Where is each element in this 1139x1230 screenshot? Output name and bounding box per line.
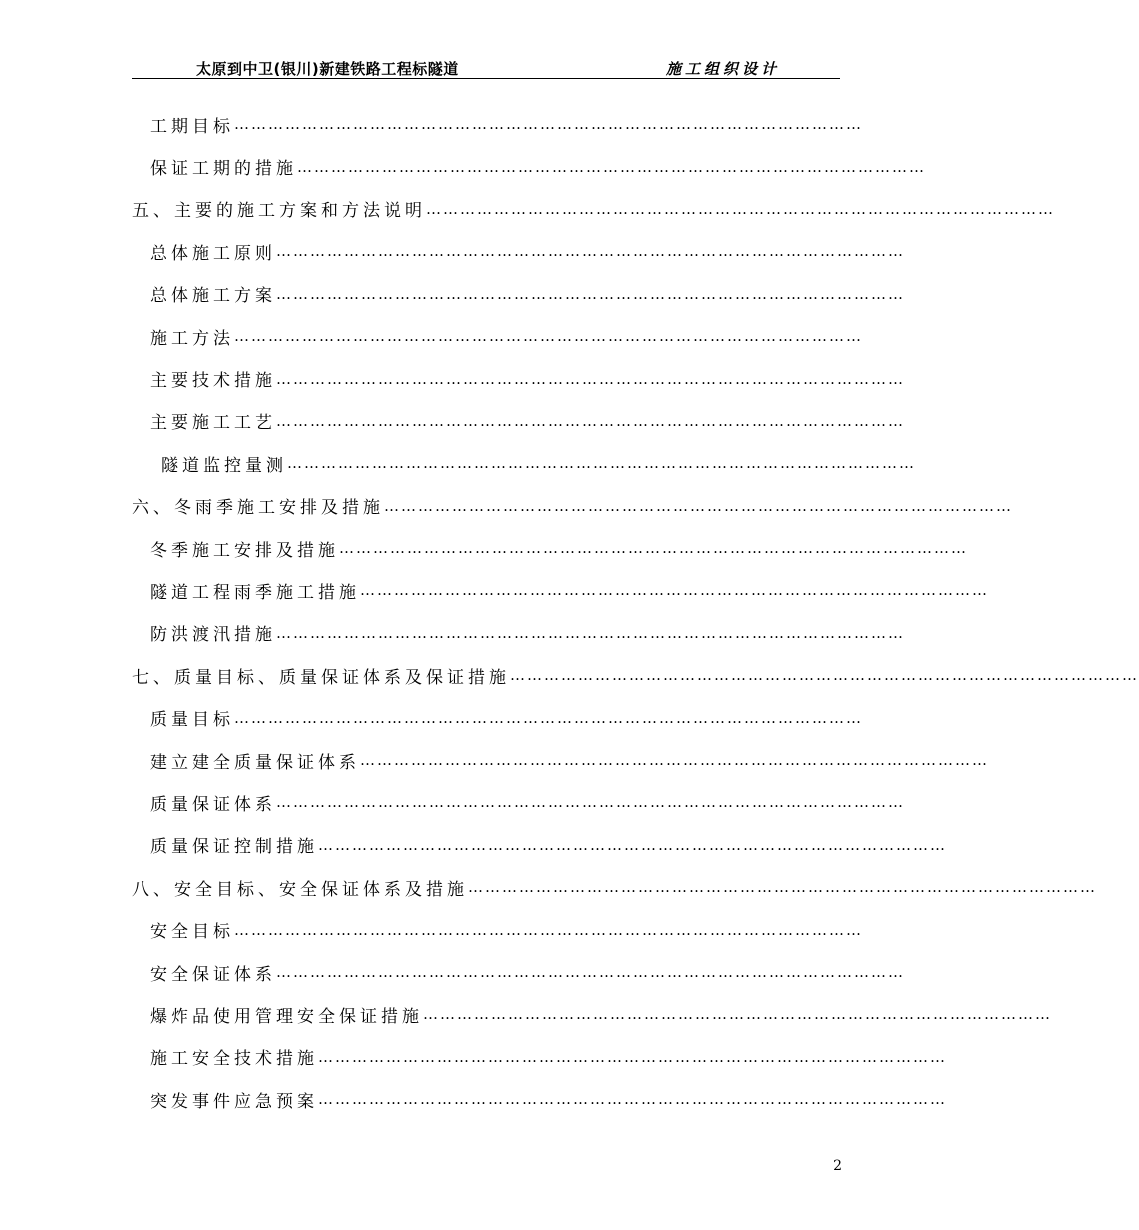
toc-entry <box>132 951 905 993</box>
toc-leader-dots: ………………………………………………………………………………………………… <box>318 835 947 854</box>
toc-entry <box>132 569 989 611</box>
toc-leader-dots: ………………………………………………………………………………………………… <box>276 411 905 430</box>
toc-leader-dots: ………………………………………………………………………………………………… <box>234 920 863 939</box>
toc-entry-text: 建立建全质量保证体系 <box>150 752 360 773</box>
toc-leader-dots: ………………………………………………………………………………………………… <box>384 496 1013 515</box>
toc-entry <box>132 442 916 484</box>
page-number: 2 <box>833 1158 842 1174</box>
table-of-contents <box>132 103 1139 1120</box>
toc-entry-text: 质量保证体系 <box>150 794 276 815</box>
toc-section-heading <box>132 866 1097 908</box>
toc-entry-text: 爆炸品使用管理安全保证措施 <box>150 1006 423 1027</box>
toc-entry <box>132 145 926 187</box>
toc-entry-text: 七、质量目标、质量保证体系及保证措施 <box>132 667 510 688</box>
toc-leader-dots: ………………………………………………………………………………………………… <box>234 115 863 134</box>
toc-entry <box>132 400 905 442</box>
toc-entry <box>132 527 968 569</box>
toc-entry <box>132 993 1052 1035</box>
toc-entry-text: 八、安全目标、安全保证体系及措施 <box>132 879 468 900</box>
toc-entry <box>132 273 905 315</box>
toc-entry <box>132 1036 947 1078</box>
toc-entry-text: 主要施工工艺 <box>150 413 276 434</box>
toc-entry-text: 工期目标 <box>150 116 234 137</box>
toc-entry-text: 施工安全技术措施 <box>150 1049 318 1070</box>
toc-section-heading <box>132 188 1055 230</box>
toc-entry <box>132 781 905 823</box>
toc-leader-dots: ………………………………………………………………………………………………… <box>510 666 1139 685</box>
toc-leader-dots: ………………………………………………………………………………………………… <box>360 581 989 600</box>
toc-entry <box>132 908 863 950</box>
page-header <box>132 56 840 79</box>
toc-leader-dots: ………………………………………………………………………………………………… <box>276 793 905 812</box>
toc-leader-dots: ………………………………………………………………………………………………… <box>339 539 968 558</box>
toc-leader-dots: ………………………………………………………………………………………………… <box>318 1047 947 1066</box>
toc-entry-text: 保证工期的措施 <box>150 159 297 180</box>
toc-entry <box>132 230 905 272</box>
toc-entry-text: 总体施工方案 <box>150 286 276 307</box>
toc-entry-text: 隧道监控量测 <box>161 455 287 476</box>
toc-leader-dots: ………………………………………………………………………………………………… <box>276 963 905 981</box>
toc-entry-text: 隧道工程雨季施工措施 <box>150 582 360 603</box>
header-doc-type: 施工组织设计 <box>665 60 780 78</box>
toc-leader-dots: ………………………………………………………………………………………………… <box>276 242 905 261</box>
toc-leader-dots: ………………………………………………………………………………………………… <box>287 454 916 473</box>
toc-entry <box>132 739 989 781</box>
toc-leader-dots: ………………………………………………………………………………………………… <box>468 878 1097 897</box>
toc-entry <box>132 1078 947 1120</box>
toc-entry <box>132 315 863 357</box>
toc-entry-text: 安全目标 <box>150 922 234 943</box>
toc-leader-dots: ………………………………………………………………………………………………… <box>318 1090 947 1109</box>
toc-entry-text: 总体施工原则 <box>150 243 276 264</box>
toc-entry-text: 施工方法 <box>150 328 234 349</box>
toc-leader-dots: ………………………………………………………………………………………………… <box>423 1005 1052 1024</box>
toc-section-heading <box>132 654 1139 696</box>
toc-entry-text: 冬季施工安排及措施 <box>150 540 339 561</box>
toc-entry <box>132 612 905 654</box>
toc-entry-text: 五、主要的施工方案和方法说明 <box>132 201 426 222</box>
toc-entry-text: 质量保证控制措施 <box>150 837 318 858</box>
toc-entry-text: 突发事件应急预案 <box>150 1091 318 1112</box>
toc-entry-text: 防洪渡汛措施 <box>150 625 276 646</box>
toc-leader-dots: ………………………………………………………………………………………………… <box>276 284 905 303</box>
toc-entry <box>132 357 905 399</box>
toc-entry-text: 安全保证体系 <box>150 964 276 985</box>
toc-leader-dots: ………………………………………………………………………………………………… <box>234 708 863 727</box>
toc-entry-text: 质量目标 <box>150 710 234 731</box>
toc-entry <box>132 824 947 866</box>
toc-leader-dots: ………………………………………………………………………………………………… <box>234 327 863 346</box>
toc-entry-text: 主要技术措施 <box>150 371 276 392</box>
toc-leader-dots: ………………………………………………………………………………………………… <box>276 369 905 388</box>
toc-leader-dots: ………………………………………………………………………………………………… <box>276 623 905 642</box>
toc-leader-dots: ………………………………………………………………………………………………… <box>297 157 926 176</box>
toc-entry <box>132 696 863 738</box>
header-title: 太原到中卫(银川)新建铁路工程标隧道 <box>196 60 459 78</box>
toc-entry-text: 六、冬雨季施工安排及措施 <box>132 498 384 519</box>
toc-entry <box>132 103 863 145</box>
toc-section-heading <box>132 485 1013 527</box>
toc-leader-dots: ………………………………………………………………………………………………… <box>360 751 989 770</box>
toc-leader-dots: ………………………………………………………………………………………………… <box>426 199 1055 218</box>
